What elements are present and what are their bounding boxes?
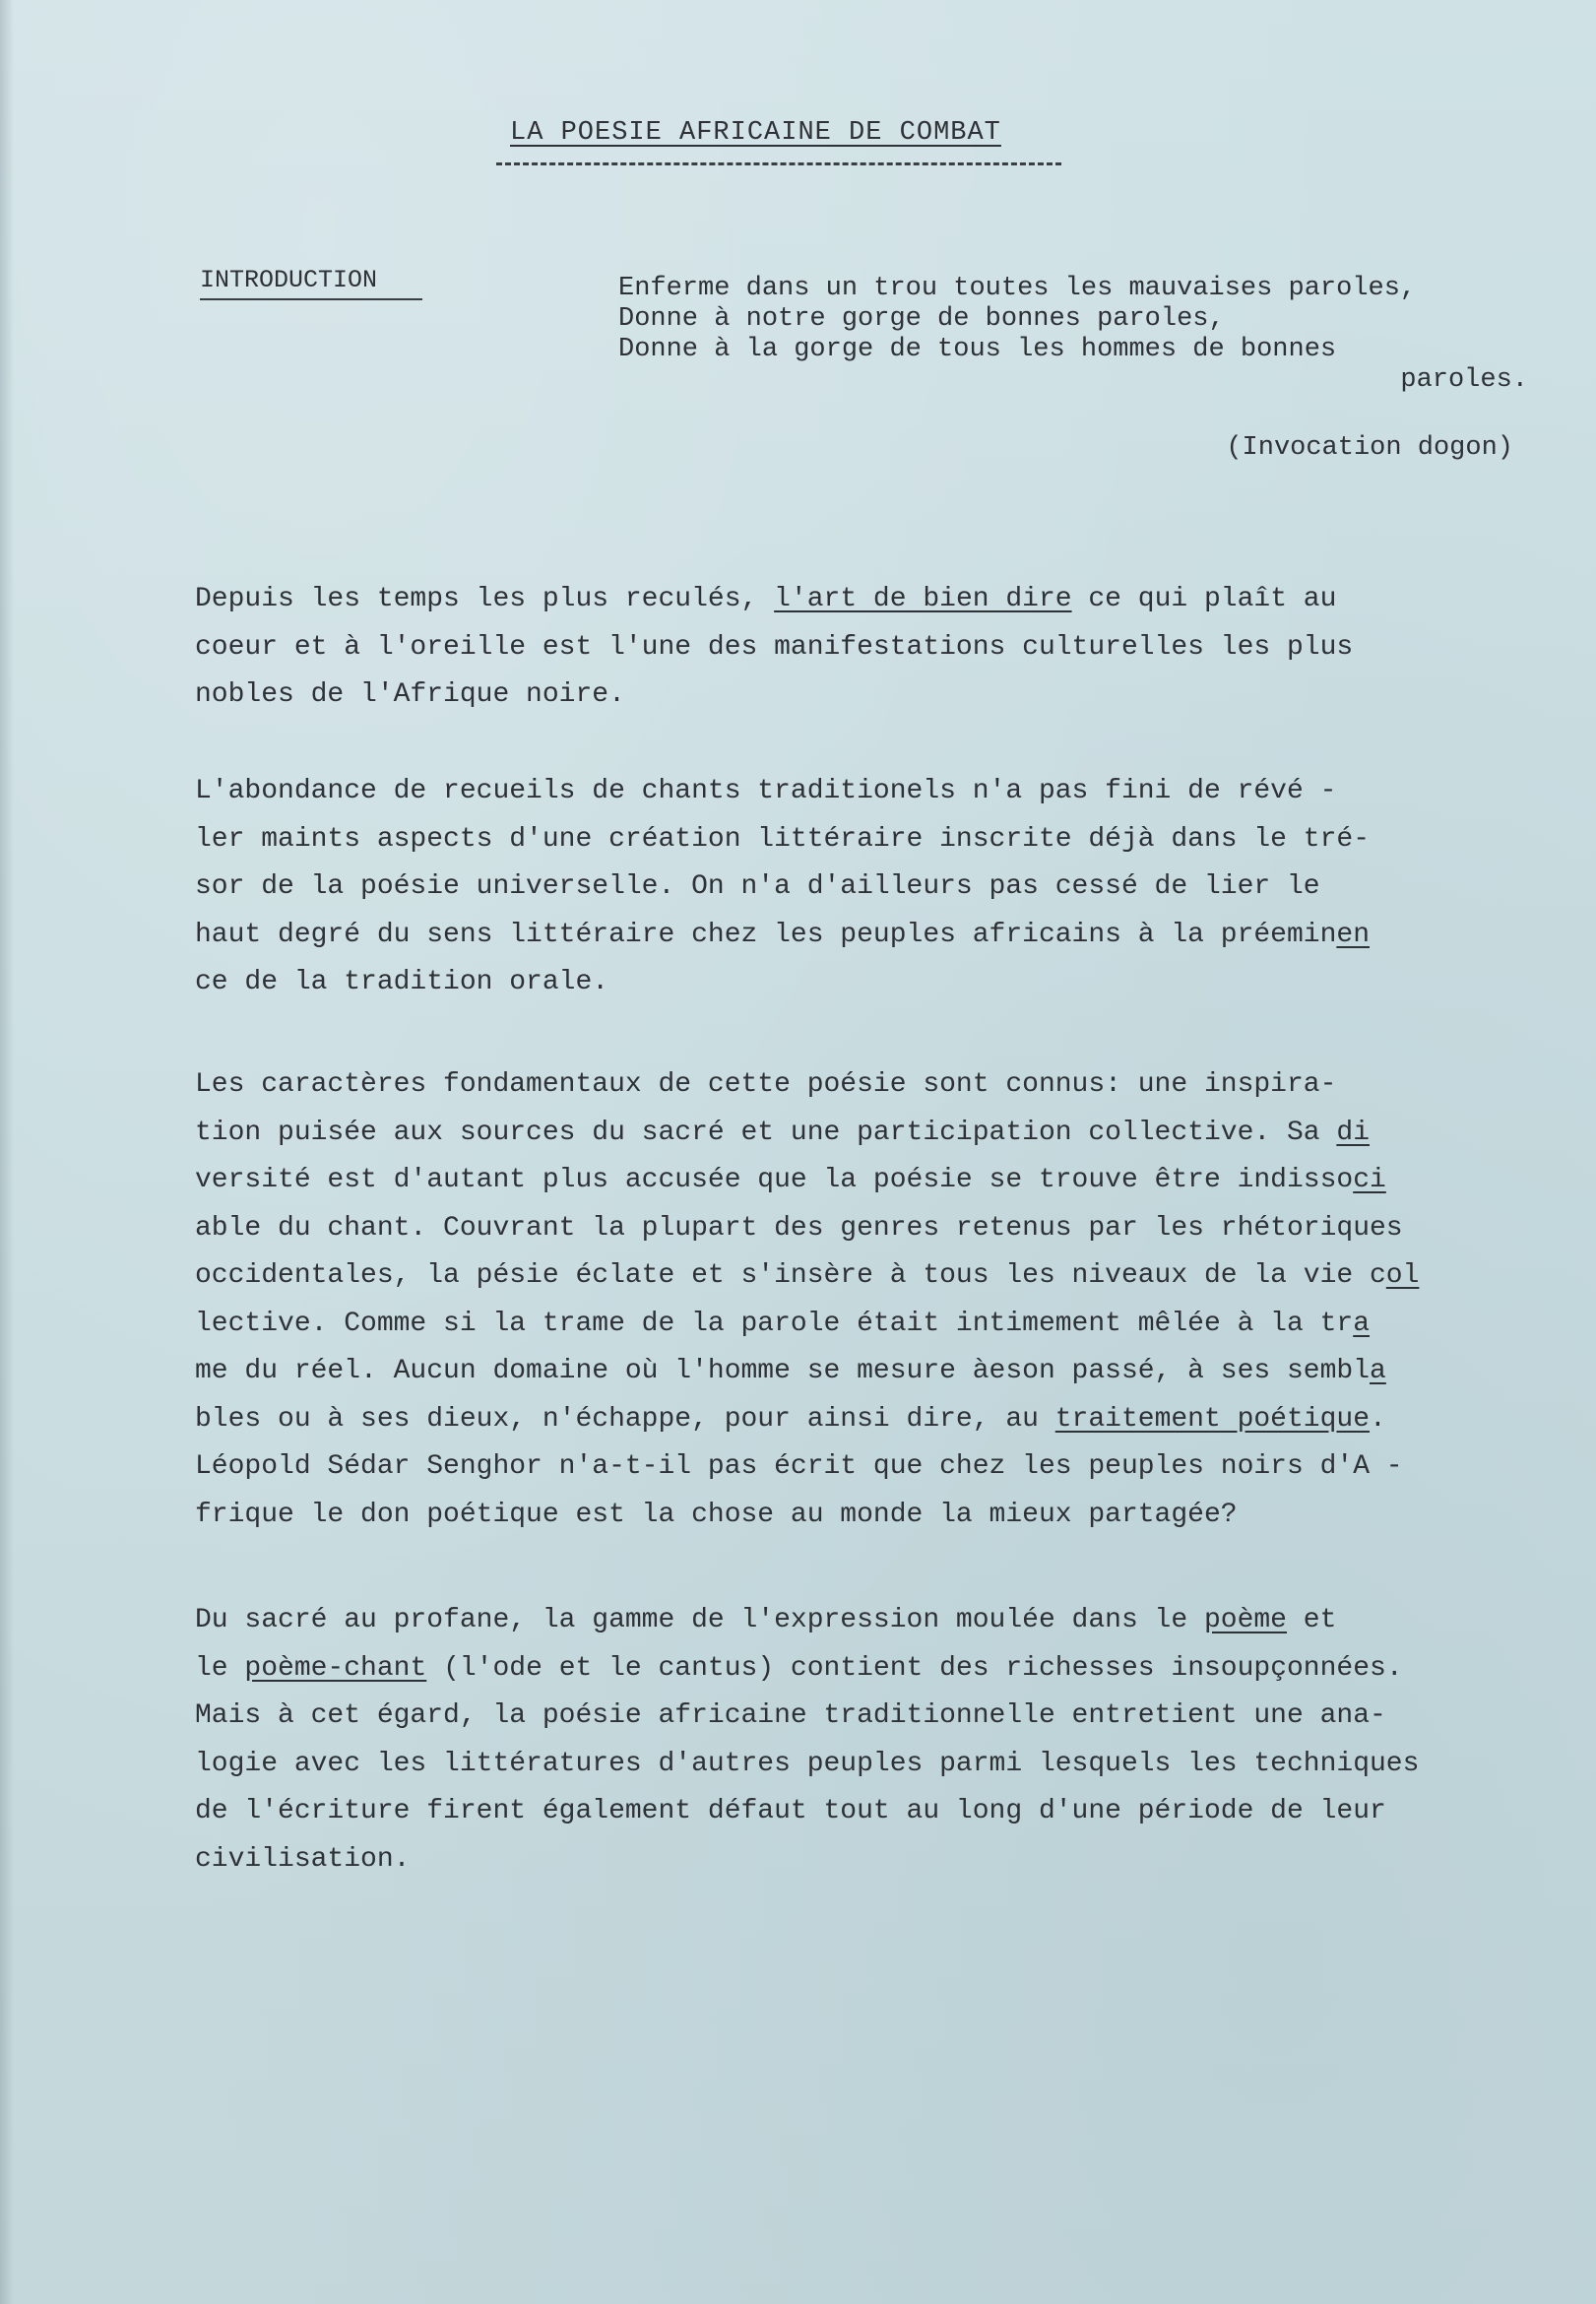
title-dashed-underline — [496, 162, 1061, 165]
paragraph-line: me du réel. Aucun domaine où l'homme se mesure àeson passé, à ses sembla — [195, 1356, 1386, 1386]
underlined-phrase: l'art de bien dire — [774, 584, 1072, 614]
paragraph-line: bles ou à ses dieux, n'échappe, pour ainsi dire, au traitement poétique. — [195, 1403, 1386, 1435]
paragraph-line: nobles de l'Afrique noire. — [195, 679, 625, 710]
paragraph-line: le poème-chant (l'ode et le cantus) contient des richesses insoupçonnées. — [195, 1652, 1403, 1684]
epigraph-line: paroles. — [1400, 365, 1528, 395]
paragraph-line: L'abondance de recueils de chants traditionels n'a pas fini de révé - — [195, 776, 1337, 806]
paragraph-line: Les caractères fondamentaux de cette poésie sont connus: une inspira- — [195, 1069, 1337, 1100]
paragraph-line: ce de la tradition orale. — [195, 967, 609, 997]
paragraph-line: Léopold Sédar Senghor n'a-t-il pas écrit que chez les peuples noirs d'A - — [195, 1451, 1403, 1482]
paragraph-line: coeur et à l'oreille est l'une des manifestations culturelles les plus — [195, 631, 1354, 663]
paragraph-line: versité est d'autant plus accusée que la poésie se trouve être indissoci — [195, 1165, 1386, 1195]
epigraph — [618, 274, 1544, 396]
paragraph-line: sor de la poésie universelle. On n'a d'ailleurs pas cessé de lier le — [195, 871, 1320, 902]
paragraph-line: civilisation. — [195, 1843, 411, 1875]
epigraph-line: Enferme dans un trou toutes les mauvaises paroles, — [618, 274, 1417, 303]
paragraph-line: Du sacré au profane, la gamme de l'expression moulée dans le poème et — [195, 1605, 1337, 1635]
paper-edge-shadow — [0, 0, 14, 2304]
paragraph-line: Depuis les temps les plus reculés, l'art de bien dire ce qui plaît au — [195, 584, 1337, 614]
underlined-word: poème — [1203, 1605, 1287, 1635]
underlined-fragment: di — [1336, 1117, 1370, 1148]
paragraph-line: Mais à cet égard, la poésie africaine traditionnelle entretient une ana- — [195, 1700, 1386, 1731]
paragraph-line: able du chant. Couvrant la plupart des genres retenus par les rhétoriques — [195, 1212, 1403, 1244]
paragraph-3 — [195, 1061, 1419, 1539]
paragraph-line: de l'écriture firent également défaut tout au long d'une période de leur — [195, 1796, 1386, 1826]
paragraph-line: logie avec les littératures d'autres peuples parmi lesquels les techniques — [195, 1748, 1420, 1779]
underlined-fragment: a — [1353, 1308, 1371, 1339]
introduction-underline — [200, 298, 422, 300]
underlined-phrase: traitement poétique — [1054, 1403, 1371, 1435]
introduction-heading: INTRODUCTION — [200, 266, 378, 294]
underlined-fragment: ci — [1353, 1165, 1386, 1195]
underlined-word: poème-chant — [244, 1652, 427, 1684]
paragraph-line: ler maints aspects d'une création littéraire inscrite déjà dans le tré- — [195, 823, 1370, 855]
document-title: LA POESIE AFRICAINE DE COMBAT — [510, 118, 1001, 148]
paragraph-line: lective. Comme si la trame de la parole était intimement mêlée à la tra — [195, 1308, 1371, 1339]
underlined-fragment: en — [1336, 919, 1370, 950]
underlined-fragment: ol — [1385, 1260, 1420, 1291]
epigraph-attribution: (Invocation dogon) — [1226, 433, 1513, 463]
paragraph-line: occidentales, la pésie éclate et s'insère à tous les niveaux de la vie col — [195, 1260, 1420, 1291]
paragraph-4 — [195, 1597, 1419, 1884]
paragraph-line: tion puisée aux sources du sacré et une participation collective. Sa di — [195, 1117, 1370, 1148]
epigraph-line: Donne à la gorge de tous les hommes de bonnes — [618, 335, 1337, 364]
paragraph-line: haut degré du sens littéraire chez les peuples africains à la préeminen — [195, 919, 1370, 950]
underlined-fragment: a — [1370, 1356, 1386, 1386]
epigraph-line: Donne à notre gorge de bonnes paroles, — [618, 304, 1225, 334]
paragraph-line: frique le don poétique est la chose au monde la mieux partagée? — [195, 1499, 1238, 1530]
paragraph-1 — [195, 576, 1353, 720]
paragraph-2 — [195, 768, 1370, 1007]
